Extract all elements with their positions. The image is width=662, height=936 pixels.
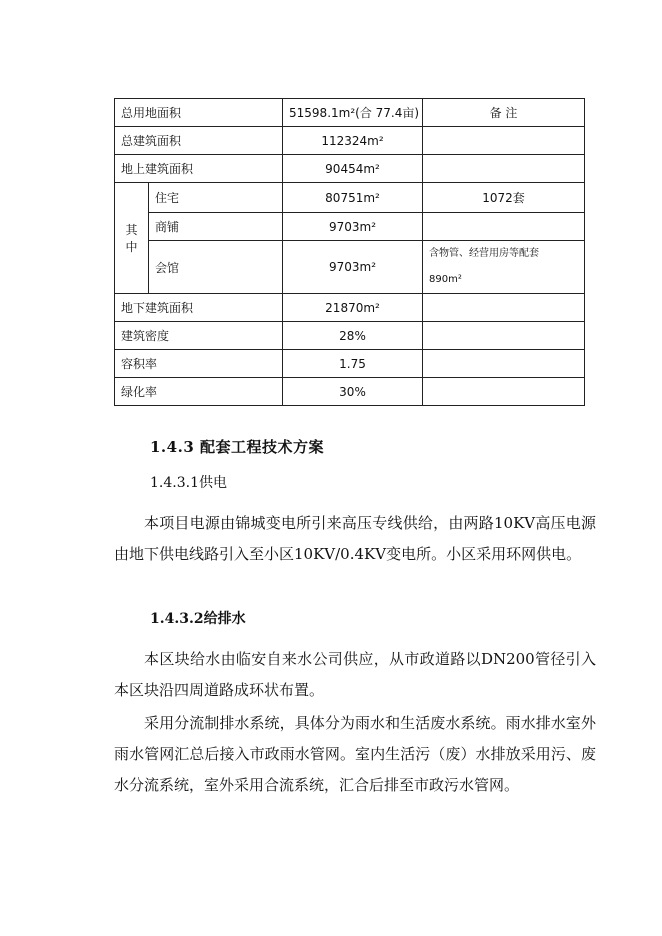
group-label-top: 其 xyxy=(125,223,138,237)
cell-value: 51598.1m²(合 77.4亩) xyxy=(283,99,423,127)
table-row xyxy=(115,322,585,350)
cell-note xyxy=(423,241,585,294)
cell-value: 28% xyxy=(283,322,423,350)
table-row xyxy=(115,241,585,294)
table-row xyxy=(115,378,585,406)
project-indicator-table xyxy=(114,98,585,406)
cell-value: 80751m² xyxy=(283,183,423,213)
cell-value: 9703m² xyxy=(283,241,423,294)
table-row xyxy=(115,127,585,155)
paragraph-water-supply: 本区块给水由临安自来水公司供应，从市政道路以DN200管径引入本区块沿四周道路成环状布置。 xyxy=(114,650,596,699)
table-row xyxy=(115,213,585,241)
cell-note xyxy=(423,322,585,350)
section-heading: 1.4.3 配套工程技术方案 xyxy=(150,438,324,456)
cell-sub-label: 住宅 xyxy=(149,183,283,213)
cell-sub-label: 商铺 xyxy=(149,213,283,241)
group-label-cell xyxy=(115,183,149,294)
table-row xyxy=(115,294,585,322)
cell-value: 90454m² xyxy=(283,155,423,183)
cell-value: 21870m² xyxy=(283,294,423,322)
cell-label: 总用地面积 xyxy=(115,99,283,127)
cell-label: 总建筑面积 xyxy=(115,127,283,155)
table-row xyxy=(115,155,585,183)
cell-note xyxy=(423,378,585,406)
paragraph-power: 本项目电源由锦城变电所引来高压专线供给，由两路10KV高压电源由地下供电线路引入至小区10KV/0.4KV变电所。小区采用环网供电。 xyxy=(114,514,596,563)
paragraph-drainage: 采用分流制排水系统，具体分为雨水和生活废水系统。雨水排水室外雨水管网汇总后接入市政雨水管网。室内生活污（废）水排放采用污、废水分流系统，室外采用合流系统，汇合后排至市政污水管网。 xyxy=(114,714,596,794)
table-row xyxy=(115,183,585,213)
subsection-heading-power: 1.4.3.1供电 xyxy=(150,475,227,491)
table-row xyxy=(115,350,585,378)
cell-note xyxy=(423,155,585,183)
cell-value: 112324m² xyxy=(283,127,423,155)
cell-label: 地下建筑面积 xyxy=(115,294,283,322)
group-label-bottom: 中 xyxy=(125,240,138,254)
cell-label: 地上建筑面积 xyxy=(115,155,283,183)
cell-label: 绿化率 xyxy=(115,378,283,406)
table-row xyxy=(115,99,585,127)
cell-note: 1072套 xyxy=(423,183,585,213)
cell-sub-label: 会馆 xyxy=(149,241,283,294)
cell-note xyxy=(423,127,585,155)
cell-value: 1.75 xyxy=(283,350,423,378)
cell-note-header: 备 注 xyxy=(423,99,585,127)
cell-note xyxy=(423,294,585,322)
note-line: 890m² xyxy=(429,274,462,285)
cell-label: 容积率 xyxy=(115,350,283,378)
note-line: 含物管、经营用房等配套 xyxy=(429,248,540,259)
cell-note xyxy=(423,213,585,241)
cell-note xyxy=(423,350,585,378)
cell-value: 30% xyxy=(283,378,423,406)
cell-label: 建筑密度 xyxy=(115,322,283,350)
cell-value: 9703m² xyxy=(283,213,423,241)
subsection-heading-water: 1.4.3.2给排水 xyxy=(150,611,246,627)
